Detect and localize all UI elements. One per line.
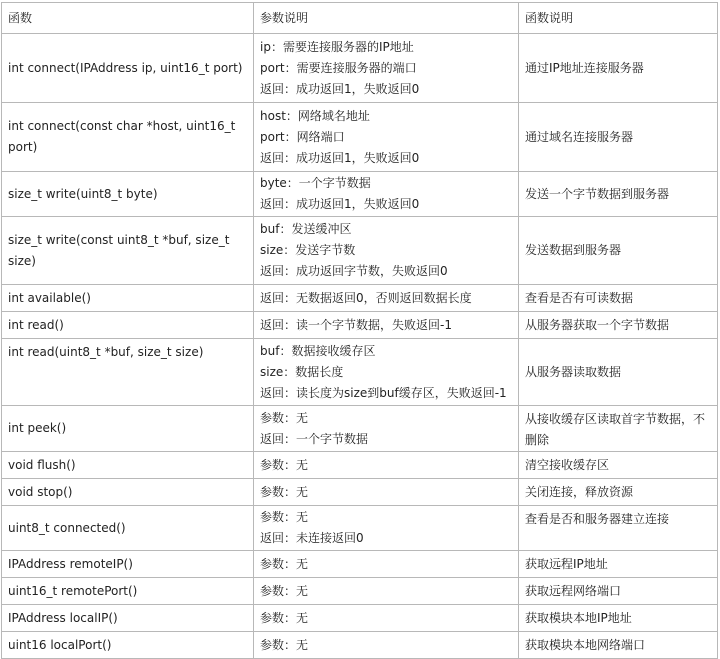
table-row [2, 285, 718, 312]
parameter-description [254, 339, 519, 406]
parameter-description [254, 632, 519, 659]
param-line: 参数：无 [260, 610, 309, 625]
function-signature: uint16_t remotePort() [2, 578, 254, 605]
param-line: buf：发送缓冲区 [260, 222, 352, 236]
param-line: 返回：成功返回1，失败返回0 [260, 81, 420, 96]
header-params: 参数说明 [254, 3, 519, 34]
parameter-description [254, 285, 519, 312]
param-line: 返回：未连接返回0 [260, 531, 364, 545]
table-body [2, 34, 718, 659]
function-description: 获取远程网络端口 [519, 578, 718, 605]
param-line: byte：一个字节数据 [260, 176, 371, 190]
function-description: 查看是否和服务器建立连接 [519, 506, 718, 551]
table-row [2, 479, 718, 506]
table-row [2, 506, 718, 551]
param-line: 参数：无 [260, 457, 309, 472]
table-row [2, 452, 718, 479]
function-description: 查看是否有可读数据 [519, 285, 718, 312]
function-description: 获取模块本地网络端口 [519, 632, 718, 659]
function-signature: size_t write(uint8_t byte) [2, 172, 254, 217]
function-description: 发送一个字节数据到服务器 [519, 172, 718, 217]
parameter-description [254, 479, 519, 506]
param-line: 参数：无 [260, 637, 309, 652]
function-description: 清空接收缓存区 [519, 452, 718, 479]
function-signature: IPAddress remoteIP() [2, 551, 254, 578]
parameter-description [254, 312, 519, 339]
api-table [1, 2, 718, 659]
param-line: 返回：读长度为size到buf缓存区，失败返回-1 [260, 385, 507, 400]
function-signature: int read(uint8_t *buf, size_t size) [2, 339, 254, 406]
function-signature: uint8_t connected() [2, 506, 254, 551]
param-line: 参数：无 [260, 484, 309, 499]
table-row [2, 339, 718, 406]
param-line: 参数：无 [260, 410, 309, 425]
table-row [2, 103, 718, 172]
table-row [2, 605, 718, 632]
parameter-description [254, 217, 519, 285]
param-line: 参数：无 [260, 510, 309, 524]
param-line: 返回：读一个字节数据，失败返回-1 [260, 317, 452, 332]
param-line: 返回：成功返回字节数，失败返回0 [260, 264, 448, 278]
function-signature: int connect(IPAddress ip, uint16_t port) [2, 34, 254, 103]
param-line: size：数据长度 [260, 364, 344, 379]
table-row [2, 406, 718, 452]
param-line: port：网络端口 [260, 129, 345, 144]
function-description: 通过域名连接服务器 [519, 103, 718, 172]
function-signature: void flush() [2, 452, 254, 479]
function-signature: int available() [2, 285, 254, 312]
parameter-description [254, 578, 519, 605]
table-row [2, 34, 718, 103]
parameter-description [254, 551, 519, 578]
table-row [2, 632, 718, 659]
param-line: 返回：成功返回1，失败返回0 [260, 197, 420, 211]
param-line: ip：需要连接服务器的IP地址 [260, 39, 414, 54]
param-line: host：网络域名地址 [260, 108, 370, 123]
function-description: 从服务器获取一个字节数据 [519, 312, 718, 339]
function-description: 获取远程IP地址 [519, 551, 718, 578]
function-description: 发送数据到服务器 [519, 217, 718, 285]
function-signature: int connect(const char *host, uint16_t port) [2, 103, 254, 172]
parameter-description [254, 103, 519, 172]
table-row [2, 312, 718, 339]
table-row [2, 217, 718, 285]
param-line: 返回：成功返回1，失败返回0 [260, 150, 420, 165]
function-description: 从接收缓存区读取首字节数据，不删除 [519, 406, 718, 452]
table-row [2, 172, 718, 217]
parameter-description [254, 452, 519, 479]
parameter-description [254, 406, 519, 452]
header-row [2, 3, 718, 34]
function-signature: int read() [2, 312, 254, 339]
function-signature: uint16 localPort() [2, 632, 254, 659]
header-function: 函数 [2, 3, 254, 34]
param-line: 参数：无 [260, 583, 309, 598]
param-line: buf：数据接收缓存区 [260, 343, 376, 358]
function-description: 从服务器读取数据 [519, 339, 718, 406]
function-signature: IPAddress localIP() [2, 605, 254, 632]
param-line: port：需要连接服务器的端口 [260, 60, 417, 75]
function-signature: void stop() [2, 479, 254, 506]
function-description: 获取模块本地IP地址 [519, 605, 718, 632]
param-line: size：发送字节数 [260, 243, 356, 257]
function-description: 关闭连接，释放资源 [519, 479, 718, 506]
function-signature: size_t write(const uint8_t *buf, size_t size) [2, 217, 254, 285]
parameter-description [254, 172, 519, 217]
param-line: 返回：无数据返回0，否则返回数据长度 [260, 290, 472, 305]
parameter-description [254, 34, 519, 103]
param-line: 参数：无 [260, 556, 309, 571]
parameter-description [254, 605, 519, 632]
function-signature: int peek() [2, 406, 254, 452]
table-row [2, 578, 718, 605]
table-row [2, 551, 718, 578]
param-line: 返回：一个字节数据 [260, 431, 369, 446]
parameter-description [254, 506, 519, 551]
header-description: 函数说明 [519, 3, 718, 34]
function-description: 通过IP地址连接服务器 [519, 34, 718, 103]
